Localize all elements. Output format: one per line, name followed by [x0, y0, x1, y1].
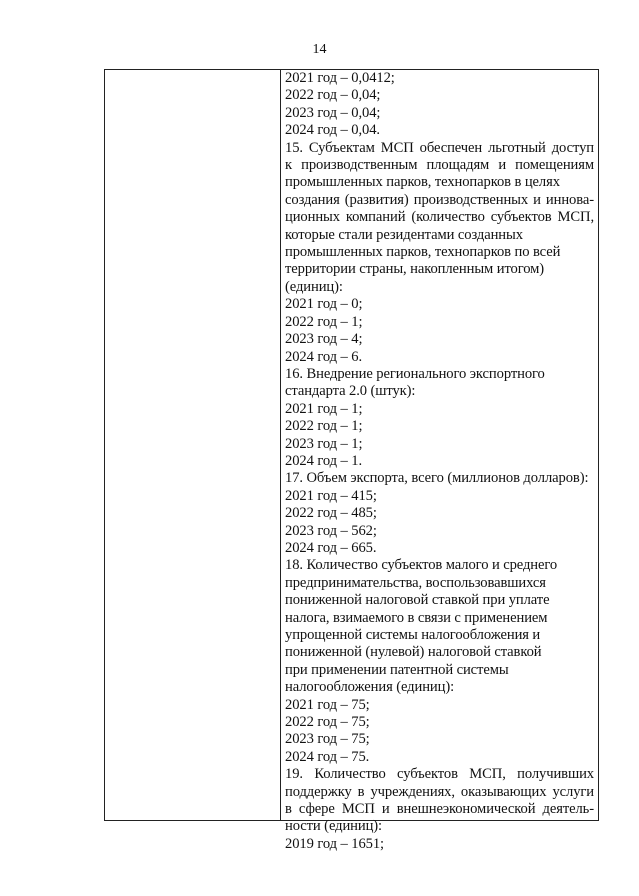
text-line: 2021 год – 415;	[285, 487, 377, 504]
table-right-cell	[282, 70, 598, 852]
text-line: 2022 год – 1;	[285, 313, 363, 330]
text-line: поддержку в учреждениях, оказывающих услуги	[285, 783, 594, 800]
text-line: 2022 год – 75;	[285, 714, 370, 731]
text-line: 2021 год – 0,0412;	[285, 70, 395, 86]
text-line: 15. Субъектам МСП обеспечен льготный доступ	[285, 139, 594, 156]
text-line: налогообложения (единиц):	[285, 679, 455, 696]
text-line: 2022 год – 0,04;	[285, 87, 381, 104]
text-line: 2024 год – 1.	[285, 452, 362, 469]
text-line: 2021 год – 1;	[285, 400, 363, 417]
page-number: 14	[312, 42, 327, 57]
text-line: 18. Количество субъектов малого и среднего	[285, 557, 558, 574]
text-line: в сфере МСП и внешнеэкономической деятель-	[285, 801, 594, 818]
text-line: стандарта 2.0 (штук):	[285, 383, 416, 400]
text-line: 2024 год – 6.	[285, 348, 362, 365]
text-line: которые стали резидентами созданных	[285, 226, 523, 243]
text-line: 2022 год – 485;	[285, 505, 377, 522]
text-line: территории страны, накопленным итогом)	[285, 261, 545, 278]
text-line: 2019 год – 1651;	[285, 835, 384, 852]
table-left-cell	[105, 70, 281, 820]
text-line: 16. Внедрение регионального экспортного	[285, 365, 545, 382]
text-line: пониженной (нулевой) налоговой ставкой	[285, 644, 542, 661]
document-table	[104, 69, 599, 852]
text-line: 2024 год – 665.	[285, 539, 377, 556]
text-line: 2023 год – 1;	[285, 435, 363, 452]
text-line: налога, взимаемого в связи с применением	[285, 609, 548, 626]
text-line: 2021 год – 75;	[285, 696, 370, 713]
text-line: 19. Количество субъектов МСП, получивших	[285, 766, 594, 783]
text-line: 2021 год – 0;	[285, 296, 363, 313]
text-line: ности (единиц):	[285, 818, 383, 835]
text-line: упрощенной системы налогообложения и	[285, 627, 541, 643]
text-line: 17. Объем экспорта, всего (миллионов долларов):	[285, 470, 589, 487]
text-line: предпринимательства, воспользовавшихся	[285, 574, 546, 591]
text-line: создания (развития) производственных и иннова-	[285, 191, 594, 208]
text-line: промышленных парков, технопарков по всей	[285, 244, 561, 261]
text-line: ционных компаний (количество субъектов МСП,	[285, 209, 594, 226]
text-line: 2024 год – 75.	[285, 748, 370, 765]
text-line: 2023 год – 562;	[285, 522, 377, 539]
text-line: 2023 год – 4;	[285, 331, 363, 348]
text-line: пониженной налоговой ставкой при уплате	[285, 592, 550, 609]
text-line: 2022 год – 1;	[285, 418, 363, 435]
text-line: при применении патентной системы	[285, 661, 509, 678]
text-line: 2024 год – 0,04.	[285, 122, 380, 139]
text-line: к производственным площадям и помещениям	[285, 157, 594, 174]
text-line: 2023 год – 75;	[285, 731, 370, 748]
text-line: (единиц):	[285, 278, 343, 295]
text-line: 2023 год – 0,04;	[285, 104, 381, 121]
text-line: промышленных парков, технопарков в целях	[285, 174, 560, 191]
